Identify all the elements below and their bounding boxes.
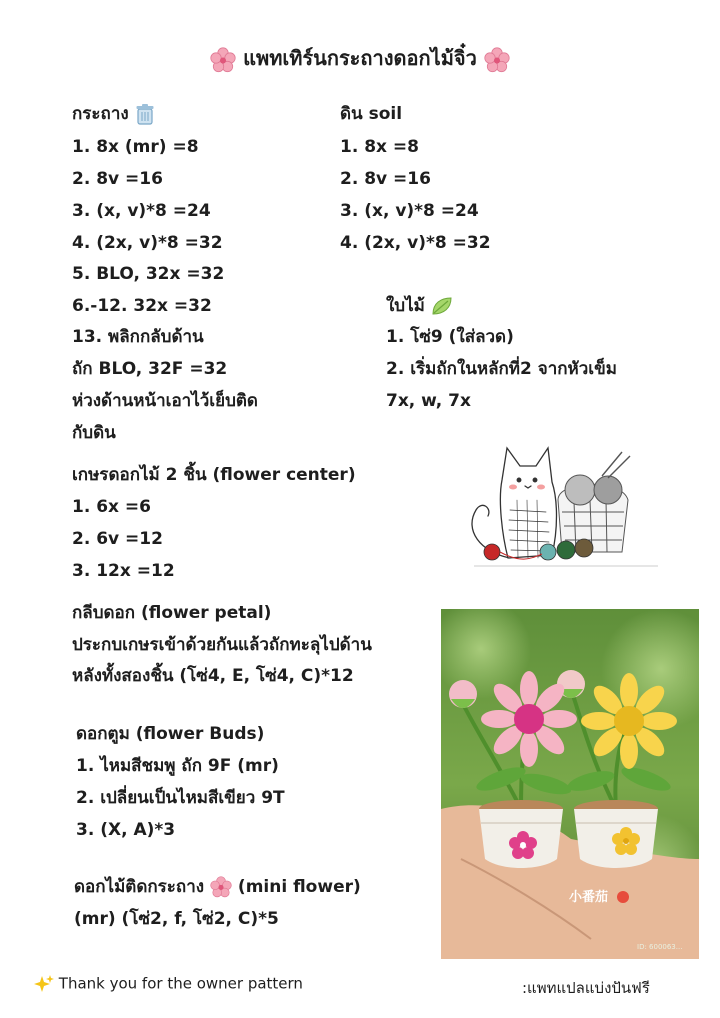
- crochet-flower-photo: [441, 609, 699, 959]
- cat-yarn-illustration: [462, 440, 662, 590]
- soil-line: 1. 8x =8: [340, 137, 419, 157]
- buds-line: 3. (X, A)*3: [76, 820, 176, 840]
- pot-line: 1. 8x (mr) =8: [72, 137, 199, 157]
- petal-heading: กลีบดอก (flower petal): [72, 603, 272, 623]
- pot-line: 5. BLO, 32x =32: [72, 264, 225, 284]
- sparkles-icon: [34, 974, 54, 994]
- pot-line: ห่วงด้านหน้าเอาไว้เย็บติด: [72, 391, 258, 411]
- footer-thanks: [34, 974, 303, 994]
- center-line: 3. 12x =12: [72, 561, 175, 581]
- buds-heading: ดอกตูม (flower Buds): [76, 724, 265, 744]
- page-title: [0, 42, 720, 74]
- center-heading: เกษรดอกไม้ 2 ชิ้น (flower center): [72, 465, 356, 485]
- leaf-icon: [431, 296, 453, 316]
- pot-line: 6.-12. 32x =32: [72, 296, 212, 316]
- soil-line: 2. 8v =16: [340, 169, 431, 189]
- pot-heading-text: กระถาง: [72, 104, 129, 124]
- buds-line: 1. ไหมสีชมพู ถัก 9F (mr): [76, 756, 279, 776]
- buds-line: 2. เปลี่ยนเป็นไหมสีเขียว 9T: [76, 788, 285, 808]
- footer-right: :แพทแปลแบ่งปันฟรี: [522, 979, 650, 997]
- petal-line: หลังทั้งสองชิ้น (โซ่4, E, โซ่4, C)*12: [72, 666, 354, 686]
- center-line: 2. 6v =12: [72, 529, 163, 549]
- soil-heading: ดิน soil: [340, 104, 403, 124]
- title-text: แพทเทิร์นกระถางดอกไม้จิ๋ว: [243, 46, 477, 70]
- pot-line: 4. (2x, v)*8 =32: [72, 233, 223, 253]
- petal-line: ประกบเกษรเข้าด้วยกันแล้วถักทะลุไปด้าน: [72, 635, 372, 655]
- pot-heading: [72, 103, 155, 125]
- leaf-line: 1. โซ่9 (ใส่ลวด): [386, 327, 514, 347]
- pot-line: 2. 8v =16: [72, 169, 163, 189]
- pot-line: ถัก BLO, 32F =32: [72, 359, 228, 379]
- soil-line: 4. (2x, v)*8 =32: [340, 233, 491, 253]
- leaf-line: 2. เริ่มถักในหลักที่2 จากหัวเข็ม: [386, 359, 617, 379]
- soil-line: 3. (x, v)*8 =24: [340, 201, 479, 221]
- pot-line: 13. พลิกกลับด้าน: [72, 327, 204, 347]
- mini-heading: [74, 876, 361, 898]
- pot-line: กับดิน: [72, 423, 116, 443]
- leaf-heading-text: ใบไม้: [386, 296, 425, 316]
- center-line: 1. 6x =6: [72, 497, 151, 517]
- trash-can-icon: [135, 103, 155, 125]
- photo-watermark: 小番茄: [569, 890, 609, 905]
- mini-line: (mr) (โซ่2, f, โซ่2, C)*5: [74, 909, 279, 929]
- cherry-blossom-icon: [210, 47, 236, 73]
- photo-id: ID: 600063...: [637, 943, 683, 951]
- mini-heading-english: (mini flower): [237, 877, 361, 897]
- leaf-heading: [386, 295, 453, 317]
- cherry-blossom-icon: [210, 876, 232, 898]
- cherry-blossom-icon: [484, 47, 510, 73]
- leaf-line: 7x, w, 7x: [386, 391, 471, 411]
- pot-line: 3. (x, v)*8 =24: [72, 201, 211, 221]
- mini-heading-text: ดอกไม้ติดกระถาง: [74, 877, 205, 897]
- footer-thanks-text: Thank you for the owner pattern: [58, 974, 303, 993]
